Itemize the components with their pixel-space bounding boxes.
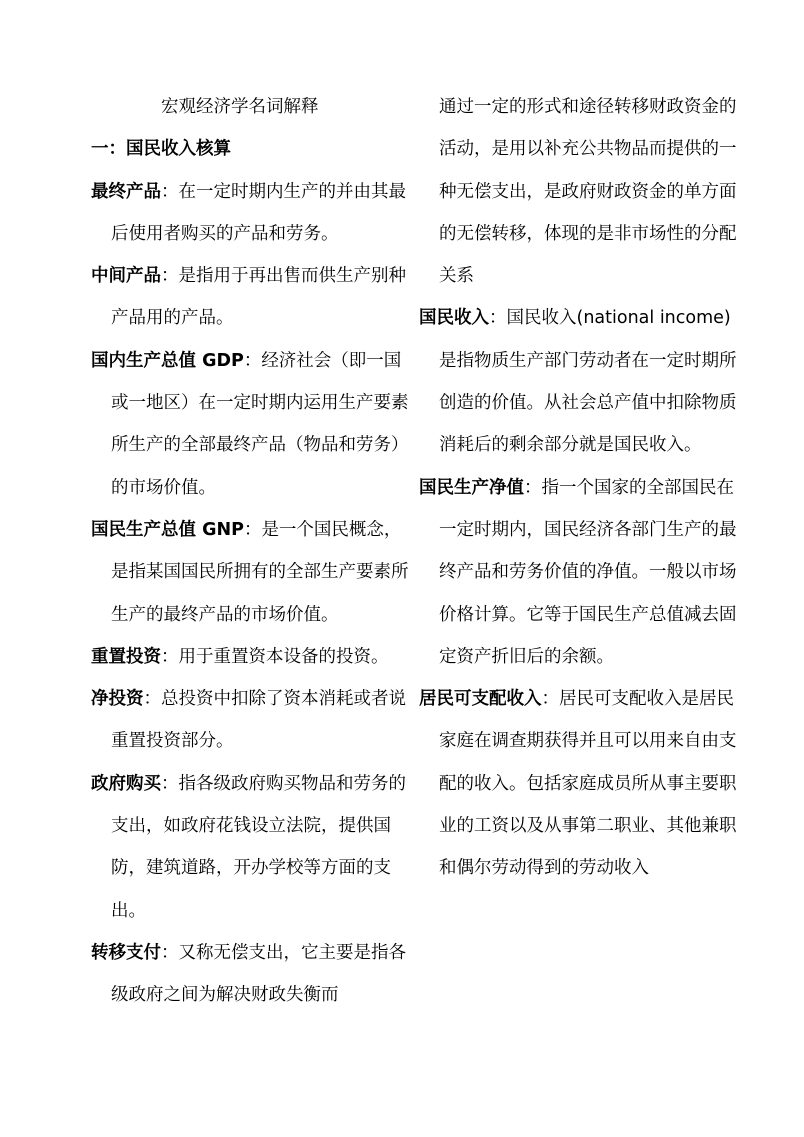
left-column xyxy=(91,86,409,1017)
entry-national-income xyxy=(419,297,741,466)
entry-intermediate-product xyxy=(91,255,409,340)
entry-term: 国民收入 xyxy=(419,308,489,329)
entry-transfer-payment-continued: 通过一定的形式和途径转移财政资金的活动，是用以补充公共物品而提供的一种无偿支出，是政府财政资金的单方面的无偿转移，体现的是非市场性的分配关系 xyxy=(439,97,737,287)
entry-separator: ： xyxy=(161,773,179,794)
document-title: 宏观经济学名词解释 xyxy=(161,97,319,117)
entry-term: 政府购买 xyxy=(91,773,161,794)
entry-definition: 是一个国民概念，是指某国国民所拥有的全部生产要素所生产的最终产品的市场价值。 xyxy=(111,519,409,625)
entry-separator: ： xyxy=(489,308,507,329)
entry-term: 重置投资 xyxy=(91,646,161,667)
entry-separator: ： xyxy=(161,942,179,963)
entry-definition: 是指用于再出售而供生产别种产品用的产品。 xyxy=(111,266,406,329)
entry-term: 国民生产总值 GNP xyxy=(91,519,244,540)
entry-definition: 居民可支配收入是居民家庭在调查期获得并且可以用来自由支配的收入。包括家庭成员所从事主要职业的工资以及从事第二职业、其他兼职和偶尔劳动得到的劳动收入 xyxy=(439,689,737,879)
entry-separator: ： xyxy=(143,689,161,710)
entry-definition: 经济社会（即一国或一地区）在一定时期内运用生产要素所生产的全部最终产品（物品和劳务）的市场价值。 xyxy=(111,350,409,498)
entry-transfer-payment xyxy=(91,932,409,1017)
entry-government-purchase xyxy=(91,763,409,932)
entry-separator: ： xyxy=(161,646,179,667)
entry-disposable-income xyxy=(419,678,741,889)
entry-separator: ： xyxy=(243,350,262,371)
entry-separator: ： xyxy=(243,519,262,540)
entry-net-national-product xyxy=(419,467,741,678)
entry-definition: 又称无偿支出，它主要是指各级政府之间为解决财政失衡而 xyxy=(111,942,406,1006)
section-heading: 一：国民收入核算 xyxy=(91,139,231,160)
entry-term: 转移支付 xyxy=(91,942,161,963)
entry-term: 最终产品 xyxy=(91,181,161,202)
entry-definition: 指一个国家的全部国民在一定时期内，国民经济各部门生产的最终产品和劳务价值的净值。一般以市场价格计算。它等于国民生产总值减去固定资产折旧后的余额。 xyxy=(439,477,737,667)
entry-separator: ： xyxy=(524,477,542,498)
entry-definition: 用于重置资本设备的投资。 xyxy=(178,646,389,667)
entry-term: 国民生产净值 xyxy=(419,477,524,498)
entry-gnp xyxy=(91,509,409,636)
entry-term: 国内生产总值 GDP xyxy=(91,350,244,371)
entry-replacement-investment xyxy=(91,636,409,678)
entry-term: 中间产品 xyxy=(91,266,161,287)
right-column xyxy=(419,86,741,890)
entry-definition: 指各级政府购买物品和劳务的支出，如政府花钱设立法院，提供国防，建筑道路，开办学校等方面的支出。 xyxy=(111,773,406,921)
entry-definition: 国民收入(national income)是指物质生产部门劳动者在一定时期所创造的价值。从社会总产值中扣除物质消耗后的剩余部分就是国民收入。 xyxy=(439,308,737,456)
entry-net-investment xyxy=(91,678,409,763)
entry-definition: 在一定时期内生产的并由其最后使用者购买的产品和劳务。 xyxy=(111,181,406,244)
entry-separator: ： xyxy=(161,181,179,202)
entry-term: 居民可支配收入 xyxy=(419,689,542,710)
entry-definition: 总投资中扣除了资本消耗或者说重置投资部分。 xyxy=(111,689,406,752)
entry-term: 净投资 xyxy=(91,689,144,710)
entry-separator: ： xyxy=(161,266,179,287)
entry-separator: ： xyxy=(541,689,559,710)
entry-gdp xyxy=(91,340,409,509)
entry-final-product xyxy=(91,171,409,256)
